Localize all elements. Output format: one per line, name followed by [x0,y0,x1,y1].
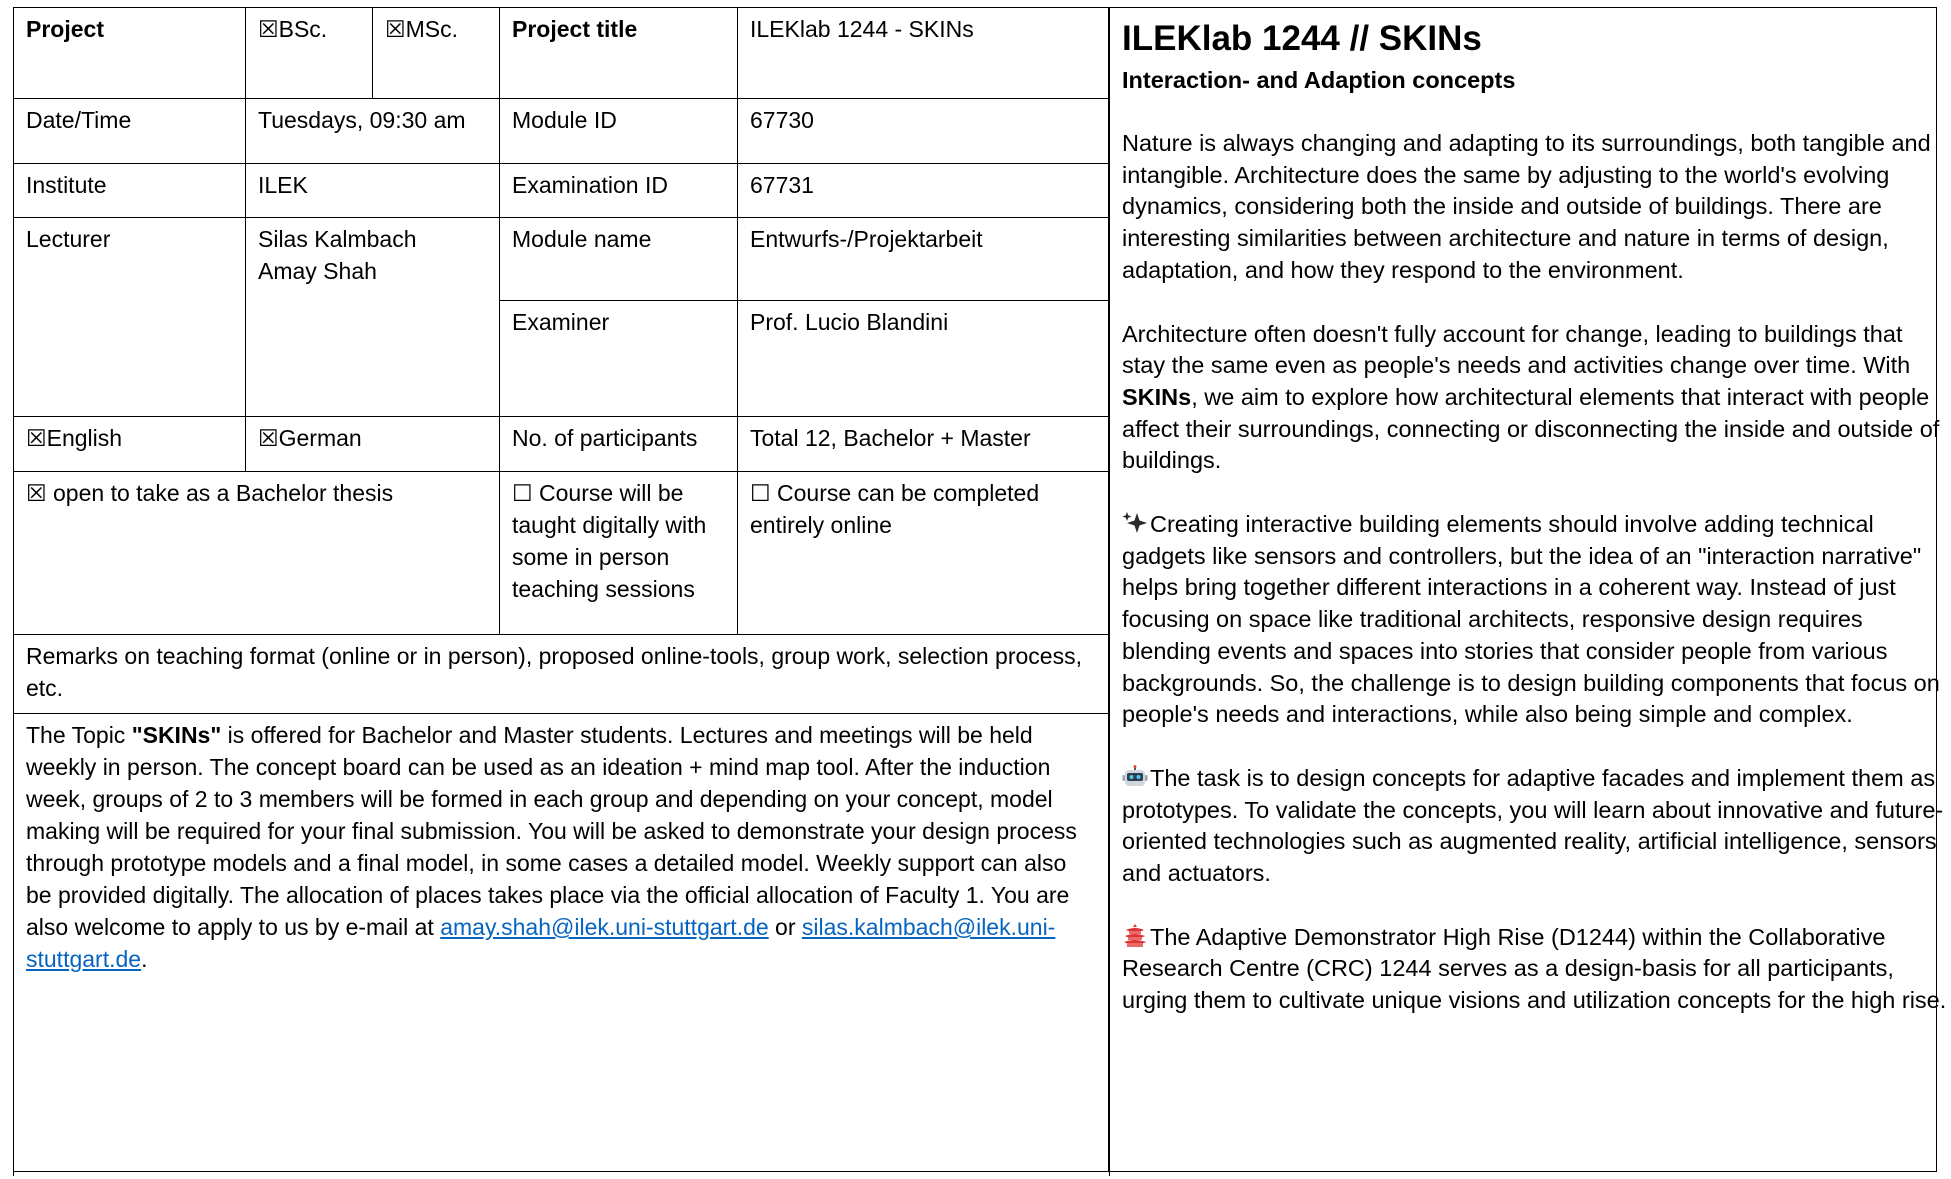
remarks-text-1: The Topic [26,722,132,748]
module-id-label: Module ID [500,99,738,164]
paragraph-interaction [1122,509,1951,731]
module-name-value: Entwurfs-/Projektarbeit [738,218,1110,301]
email-link-amay[interactable]: amay.shah@ilek.uni-stuttgart.de [440,914,769,940]
participants-value: Total 12, Bachelor + Master [738,417,1110,472]
bachelor-thesis-checkbox[interactable]: ☒ open to take as a Bachelor thesis [14,472,500,635]
sparkles-icon [1122,511,1148,535]
project-title-value: ILEKlab 1244 - SKINs [738,8,1110,99]
participants-label: No. of participants [500,417,738,472]
remarks-body [14,714,1110,1176]
email-link-silas[interactable]: silas.kalmbach@ilek.uni-stuttgart.de [26,914,1056,972]
institute-label: Institute [14,164,246,218]
paragraph-architecture [1122,319,1951,478]
project-description [1122,14,1951,1017]
digital-teaching-checkbox[interactable]: ☐ Course will be taught digitally with some in person teaching sessions [500,472,738,635]
datetime-value: Tuesdays, 09:30 am [246,99,500,164]
skins-emphasis: SKINs [1122,383,1192,410]
paragraph-architecture-text-end: , we aim to explore how architectural elements that interact with people affect their surroundings, connecting or disconnecting the inside and outside of buildings. [1122,383,1940,474]
lecturer-label: Lecturer [14,218,246,417]
exam-id-label: Examination ID [500,164,738,218]
remarks-heading: Remarks on teaching format (online or in person), proposed online-tools, group work, selection process, etc. [14,635,1110,714]
lecturer-name-1: Silas Kalmbach [258,226,417,252]
english-checkbox[interactable]: ☒English [14,417,246,472]
exam-id-value: 67731 [738,164,1110,218]
pagoda-icon [1122,924,1148,948]
paragraph-task [1122,763,1951,890]
remarks-text-2: is offered for Bachelor and Master students. Lectures and meetings will be held weekly in person. The concept board can be used as an ideation + mind map tool. After the induction week, groups of 2 to 3 members will be formed in each group and depending on your concept, model making will be required for your final submission. You will be asked to demonstrate your design process through prototype models and a final model, in some cases a detailed model. Weekly support can also be provided digitally. The allocation of places takes place via the official allocation of Faculty 1. You are also welcome to apply to us by e-mail at [26,722,1077,940]
paragraph-architecture-text: Architecture often doesn't fully account for change, leading to buildings that stay the same even as people's needs and activities change over time. With [1122,320,1911,379]
bsc-checkbox[interactable]: ☒BSc. [246,8,373,99]
german-checkbox[interactable]: ☒German [246,417,500,472]
lecturer-name-2: Amay Shah [258,258,377,284]
module-id-value: 67730 [738,99,1110,164]
remarks-topic: "SKINs" [131,722,222,748]
description-title: ILEKlab 1244 // SKINs [1122,19,1482,58]
description-subtitle: Interaction- and Adaption concepts [1122,67,1516,93]
paragraph-task-text: The task is to design concepts for adaptive facades and implement them as prototypes. To validate the concepts, you will learn about innovative and future-oriented technologies such as augmented reality, artificial intelligence, sensors and actuators. [1122,764,1944,887]
msc-checkbox[interactable]: ☒MSc. [373,8,500,99]
remarks-end: . [141,946,148,972]
project-label: Project [14,8,246,99]
online-completion-checkbox[interactable]: ☐ Course can be completed entirely online [738,472,1110,635]
paragraph-nature: Nature is always changing and adapting to its surroundings, both tangible and intangible. Architecture does the same by adjusting to the world's evolving dynamics, considering both the inside and outside of buildings. There are interesting similarities between architecture and nature in terms of design, adaptation, and how they respond to the environment. [1122,130,1931,283]
examiner-label: Examiner [500,301,738,417]
remarks-or: or [768,914,802,940]
project-info-table [13,7,1110,1176]
paragraph-demonstrator [1122,922,1951,1017]
paragraph-interaction-text: Creating interactive building elements should involve adding technical gadgets like sensors and controllers, but the idea of an "interaction narrative" helps bring together different interactions in a coherent way. Instead of just focusing on space like traditional architects, responsive design requires blending events and spaces into stories that consider people from various backgrounds. So, the challenge is to design building components that focus on people's needs and interactions, while also being simple and complex. [1122,511,1940,728]
robot-icon [1122,765,1148,789]
institute-value: ILEK [246,164,500,218]
project-title-label: Project title [500,8,738,99]
module-name-label: Module name [500,218,738,301]
datetime-label: Date/Time [14,99,246,164]
lecturer-value [246,218,500,417]
examiner-value: Prof. Lucio Blandini [738,301,1110,417]
paragraph-demonstrator-text: The Adaptive Demonstrator High Rise (D1244) within the Collaborative Research Centre (CRC) 1244 serves as a design-basis for all participants, urging them to cultivate unique visions and utilization concepts for the high rise. [1122,923,1947,1014]
